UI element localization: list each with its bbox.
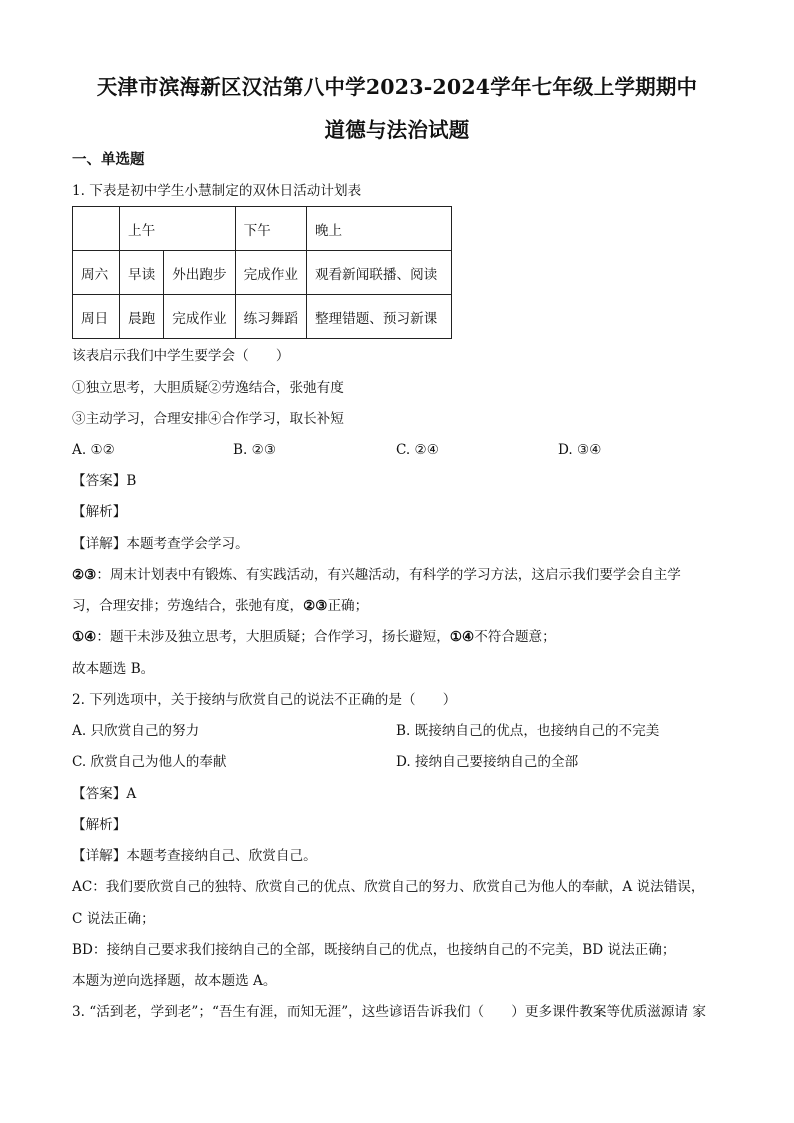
explanation-text: ：周末计划表中有锻炼、有实践活动，有兴趣活动，有科学的学习方法，这启示我们要学会自主学	[96, 567, 681, 583]
q1-option-c: C. ②④	[396, 442, 439, 458]
q3-stem: 3. “活到老，学到老”；“吾生有涯，而知无涯”，这些谚语告诉我们（ ）更多课件教案等优质滋源请 家	[72, 1004, 706, 1020]
choice-marks: ①④	[72, 629, 97, 645]
q2-answer	[72, 785, 136, 803]
activity-plan-table	[72, 206, 452, 339]
table-cell: 外出跑步	[164, 251, 235, 295]
answer-label: 【答案】	[72, 786, 127, 802]
q1-prompt: 该表启示我们中学生要学会（ ）	[72, 348, 290, 364]
q2-conclusion: 本题为逆向选择题，故本题选 A。	[72, 973, 277, 989]
q1-stem: 1. 下表是初中学生小慧制定的双休日活动计划表	[72, 183, 362, 199]
q2-option-d: D. 接纳自己要接纳自己的全部	[396, 754, 579, 770]
q1-option-d: D. ③④	[558, 442, 602, 458]
explanation-text: 不符合题意；	[474, 629, 556, 645]
detail-label: 【详解】	[72, 848, 127, 864]
document-title-line-1: 天津市滨海新区汉沽第八中学2023-2024学年七年级上学期期中	[96, 75, 698, 99]
q1-explanation-1a	[72, 566, 681, 584]
table-cell: 晨跑	[120, 295, 164, 339]
table-cell: 周日	[73, 295, 120, 339]
answer-value: A	[126, 786, 137, 802]
q2-analysis-label: 【解析】	[72, 817, 127, 833]
answer-label: 【答案】	[72, 473, 127, 489]
table-row-saturday	[73, 251, 452, 295]
table-cell: 完成作业	[164, 295, 235, 339]
table-cell: 上午	[120, 207, 236, 251]
q2-option-b: B. 既接纳自己的优点，也接纳自己的不完美	[396, 723, 660, 739]
q2-explanation-bd: BD：接纳自己要求我们接纳自己的全部，既接纳自己的优点，也接纳自己的不完美，BD 说法正确；	[72, 942, 676, 958]
explanation-text: 正确；	[327, 598, 369, 614]
choice-marks: ②③	[72, 567, 97, 583]
explanation-text: 习，合理安排；劳逸结合，张弛有度，	[72, 598, 304, 614]
q1-analysis-label: 【解析】	[72, 504, 127, 520]
q1-conclusion: 故本题选 B。	[72, 661, 155, 677]
section-heading: 一、单选题	[72, 151, 145, 168]
q2-explanation-ac-1: AC：我们要欣赏自己的独特、欣赏自己的优点、欣赏自己的努力、欣赏自己为他人的奉献，A 说法错误，	[72, 879, 705, 895]
q2-option-a: A. 只欣赏自己的努力	[72, 723, 200, 739]
table-cell: 观看新闻联播、阅读	[306, 251, 451, 295]
table-cell: 整理错题、预习新课	[306, 295, 451, 339]
q1-explanation-1b	[72, 597, 368, 615]
table-header-row	[73, 207, 452, 251]
table-cell: 下午	[235, 207, 306, 251]
detail-text: 本题考查学会学习。	[126, 536, 249, 552]
q2-stem: 2. 下列选项中，关于接纳与欣赏自己的说法不正确的是（ ）	[72, 692, 457, 708]
q1-option-b: B. ②③	[233, 442, 277, 458]
table-cell: 练习舞蹈	[235, 295, 306, 339]
choice-marks: ②③	[303, 598, 328, 614]
q2-option-c: C. 欣赏自己为他人的奉献	[72, 754, 227, 770]
q1-explanation-2	[72, 628, 556, 646]
answer-value: B	[126, 473, 137, 489]
choice-marks: ①④	[449, 629, 475, 645]
table-cell: 早读	[120, 251, 164, 295]
explanation-text: ：题干未涉及独立思考，大胆质疑；合作学习，扬长避短，	[96, 629, 450, 645]
q1-option-a: A. ①②	[72, 442, 115, 458]
document-title-line-2: 道德与法治试题	[324, 118, 470, 142]
table-row-sunday	[73, 295, 452, 339]
q2-detail	[72, 847, 317, 865]
table-cell: 周六	[73, 251, 120, 295]
q1-statement-1: ①独立思考，大胆质疑②劳逸结合，张弛有度	[72, 380, 344, 396]
table-cell: 完成作业	[235, 251, 306, 295]
detail-text: 本题考查接纳自己、欣赏自己。	[126, 848, 317, 864]
q1-statement-2: ③主动学习，合理安排④合作学习，取长补短	[72, 411, 344, 427]
table-cell	[73, 207, 120, 251]
detail-label: 【详解】	[72, 536, 127, 552]
table-cell: 晚上	[306, 207, 451, 251]
q1-answer	[72, 472, 136, 490]
q1-detail	[72, 535, 249, 553]
q2-explanation-ac-2: C 说法正确；	[72, 911, 155, 927]
